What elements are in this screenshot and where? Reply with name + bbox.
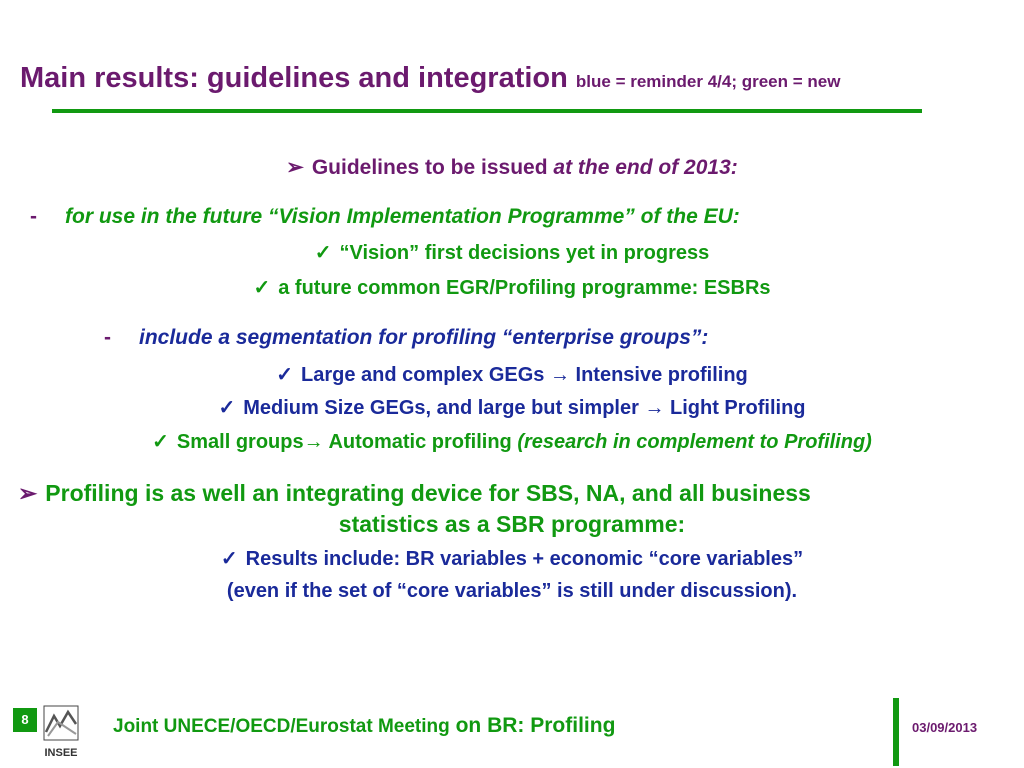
check-item-small-groups — [0, 429, 1024, 454]
check-text: Intensive profiling — [569, 364, 748, 386]
dash-marker: - — [30, 205, 37, 228]
check-text: Medium Size GEGs, and large but simpler — [243, 397, 645, 419]
slide-number: 8 — [13, 708, 37, 732]
integration-text-line1: Profiling is as well an integrating device for SBS, NA, and all business — [45, 480, 811, 506]
check-text: Results include: BR variables + economic “core variables” — [245, 548, 804, 570]
check-item-results — [0, 546, 1024, 571]
guidelines-date: at the end of 2013: — [553, 156, 738, 179]
check-icon: ✓ — [276, 364, 293, 386]
check-icon: ✓ — [314, 242, 332, 264]
check-text: “Vision” first decisions yet in progress — [339, 242, 710, 264]
guidelines-text: Guidelines to be issued — [311, 156, 554, 179]
check-text: Light Profiling — [664, 397, 806, 419]
dash-item-segmentation — [104, 326, 708, 350]
check-text: Small groups — [176, 431, 304, 453]
right-arrow-icon: → — [303, 431, 324, 453]
arrow-bullet-icon: ➢ — [18, 480, 38, 506]
check-icon: ✓ — [253, 277, 271, 299]
arrow-bullet-icon: ➢ — [286, 156, 304, 179]
bullet-guidelines — [0, 155, 1024, 180]
footer-divider — [893, 698, 899, 766]
check-item-vision-decisions — [0, 240, 1024, 265]
check-text: Automatic profiling — [323, 431, 518, 453]
bullet-integration — [18, 480, 811, 507]
slide-title-main: Main results: guidelines and integration — [20, 62, 568, 94]
check-text: a future common EGR/Profiling programme: ESBRs — [278, 277, 771, 299]
right-arrow-icon: → — [644, 397, 665, 419]
svg-text:INSEE: INSEE — [44, 747, 78, 759]
slide-title-legend: blue = reminder 4/4; green = new — [575, 72, 841, 91]
integration-text-line2: statistics as a SBR programme: — [338, 511, 686, 537]
segmentation-text: include a segmentation for profiling “enterprise groups”: — [139, 326, 709, 349]
check-item-medium-gegs — [0, 395, 1024, 420]
insee-logo — [38, 702, 84, 762]
footer-meeting — [113, 714, 615, 738]
check-item-esbrs — [0, 275, 1024, 300]
vision-text: for use in the future “Vision Implementation Programme” of the EU: — [65, 205, 740, 228]
check-text-italic: (research in complement to Profiling) — [517, 431, 872, 453]
slide-title — [20, 62, 840, 95]
dash-item-vision — [30, 205, 740, 229]
footer-meeting-name: Joint UNECE/OECD/Eurostat Meeting — [113, 716, 450, 737]
footer-meeting-topic: on BR: Profiling — [449, 714, 616, 737]
check-icon: ✓ — [218, 397, 236, 419]
right-arrow-icon: → — [549, 364, 570, 386]
check-text: Large and complex GEGs — [301, 364, 550, 386]
footer-date: 03/09/2013 — [912, 720, 978, 735]
check-item-large-gegs — [0, 362, 1024, 387]
check-icon: ✓ — [220, 548, 238, 570]
dash-marker: - — [104, 326, 111, 349]
check-icon: ✓ — [152, 431, 169, 453]
core-variables-note: (even if the set of “core variables” is still under discussion). — [226, 580, 798, 602]
title-divider — [52, 109, 922, 113]
